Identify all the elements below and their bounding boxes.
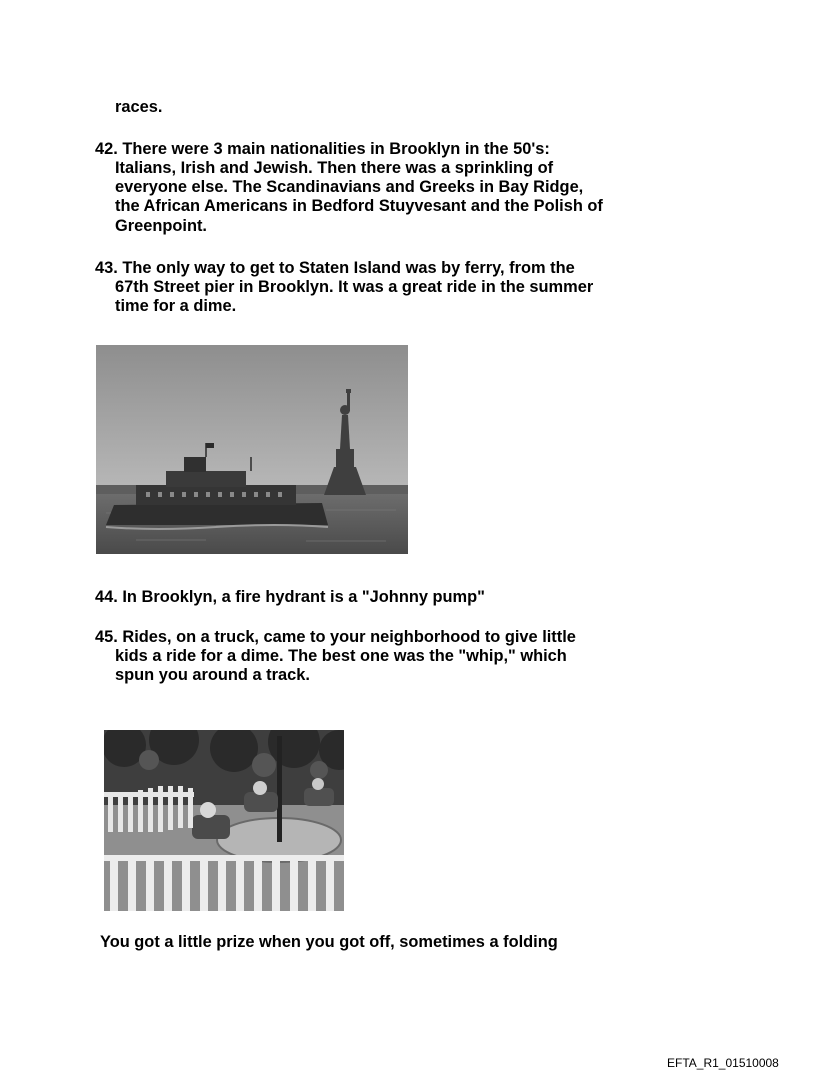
item-text-line: In Brooklyn, a fire hydrant is a "Johnny pump" [122,588,485,606]
item-number: 45. [95,628,118,646]
sky [96,345,408,495]
item-number: 44. [95,588,118,606]
center-pole [277,736,282,842]
item-text-line: 67th Street pier in Brooklyn. It was a great ride in the summer [115,278,594,296]
item-text-line: time for a dime. [115,297,237,315]
item-number: 42. [95,140,118,158]
item-text-line: There were 3 main nationalities in Brooklyn in the 50's: [122,140,550,158]
ferry-statue-photo [96,345,408,554]
item-text-line: Rides, on a truck, came to your neighborhood to give little [122,628,576,646]
item-text-line: The only way to get to Staten Island was by ferry, from the [122,259,575,277]
item-text-line: the African Americans in Bedford Stuyvesant and the Polish of [115,197,603,215]
item-text-line: Greenpoint. [115,217,207,235]
item-number: 43. [95,259,118,277]
whip-ride-photo [104,730,344,911]
item-text-line: kids a ride for a dime. The best one was the "whip," which [115,647,567,665]
item-text-line: spun you around a track. [115,666,310,684]
item-text-line: Italians, Irish and Jewish. Then there was a sprinkling of [115,159,554,177]
document-id-footer: EFTA_R1_01510008 [667,1056,779,1070]
item-text-line: everyone else. The Scandinavians and Greeks in Bay Ridge, [115,178,584,196]
continued-text: races. [115,98,163,116]
trailing-text: You got a little prize when you got off, sometimes a folding [100,933,558,951]
